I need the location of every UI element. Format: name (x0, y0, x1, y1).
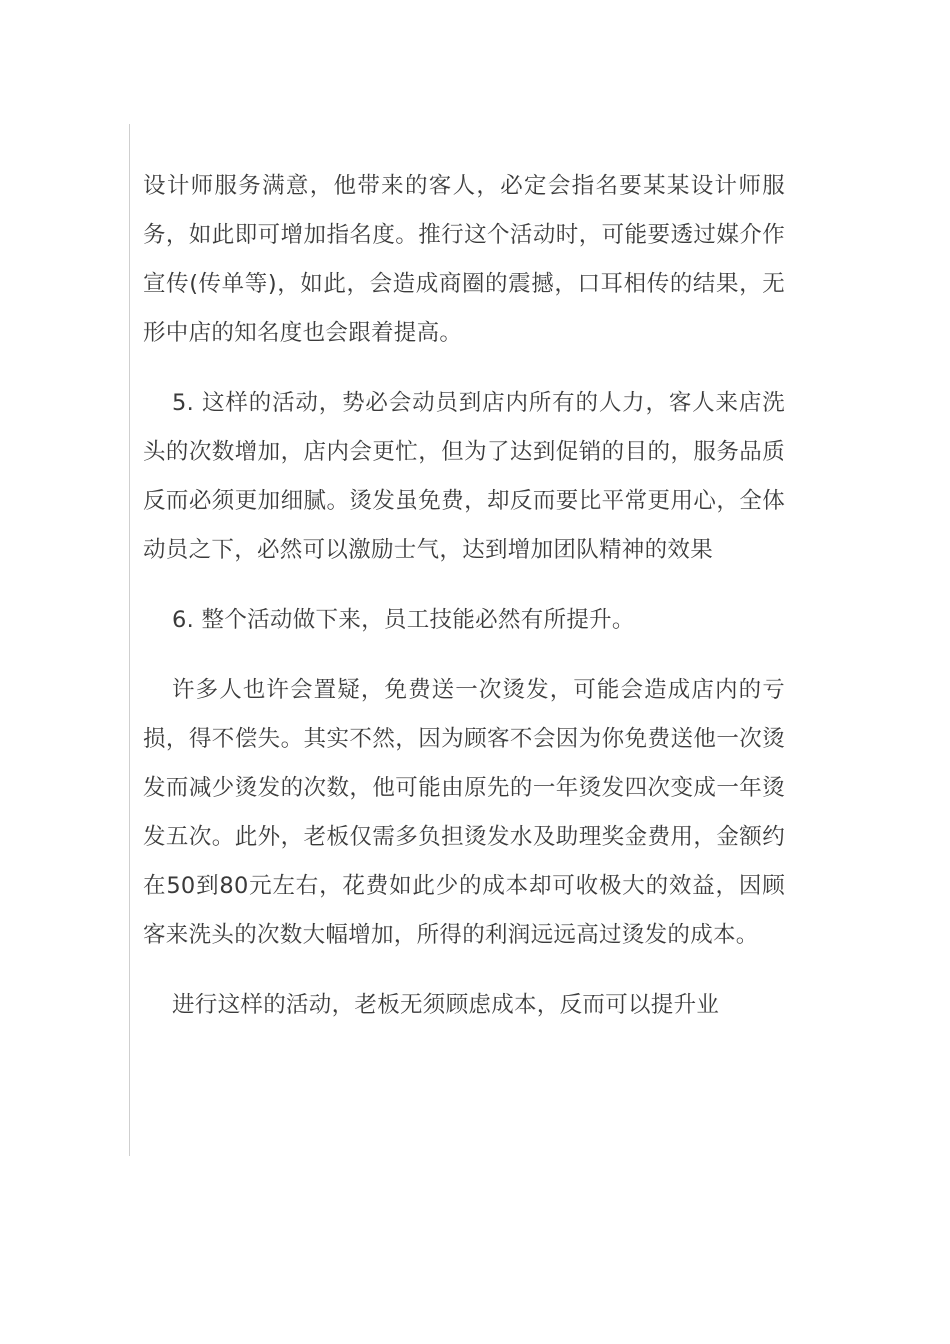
paragraph-item-5: 5. 这样的活动，势必会动员到店内所有的人力，客人来店洗头的次数增加，店内会更忙，但为了达到促销的目的，服务品质反而必须更加细腻。烫发虽免费，却反而要比平常更用心，全体动员之下，必然可以激励士气，达到增加团队精神的效果 (143, 390, 785, 563)
document-body (143, 162, 785, 1030)
paragraph-conclusion: 进行这样的活动，老板无须顾虑成本，反而可以提升业 (172, 992, 720, 1018)
paragraph-cost-discussion: 许多人也许会置疑，免费送一次烫发，可能会造成店内的亏损，得不偿失。其实不然，因为顾客不会因为你免费送他一次烫发而减少烫发的次数，他可能由原先的一年烫发四次变成一年烫发五次。此外，老板仅需多负担烫发水及助理奖金费用，金额约在50到80元左右，花费如此少的成本却可收极大的效益，因顾客来洗头的次数大幅增加，所得的利润远远高过烫发的成本。 (143, 677, 785, 948)
paragraph-continuation: 设计师服务满意，他带来的客人，必定会指名要某某设计师服务，如此即可增加指名度。推行这个活动时，可能要透过媒介作宣传(传单等)，如此，会造成商圈的震撼，口耳相传的结果，无形中店的知名度也会跟着提高。 (143, 173, 785, 346)
margin-rule (129, 124, 130, 1156)
paragraph-item-6: 6. 整个活动做下来，员工技能必然有所提升。 (172, 607, 635, 633)
